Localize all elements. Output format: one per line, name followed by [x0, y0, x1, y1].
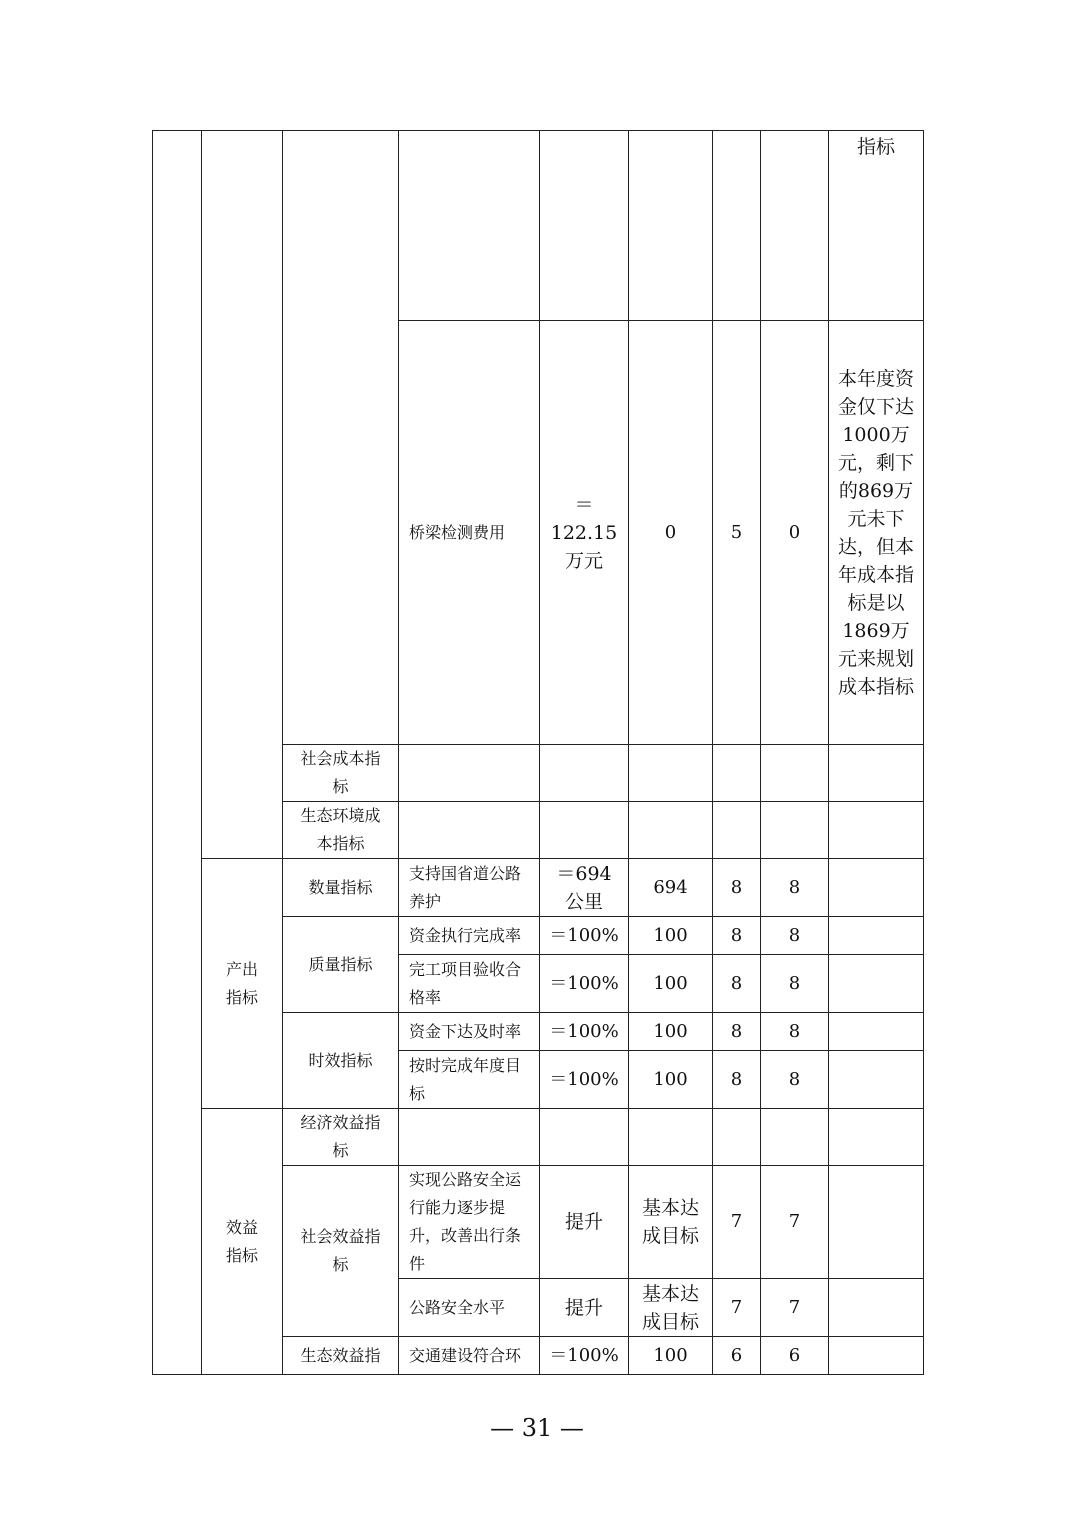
score-cell: 7 — [761, 1279, 829, 1337]
indicator-cell: 按时完成年度目标 — [399, 1051, 540, 1109]
target-cell: 提升 — [540, 1166, 629, 1279]
actual-cell: 基本达成目标 — [629, 1279, 713, 1337]
note-cell — [829, 1337, 924, 1375]
note-cell — [829, 745, 924, 802]
indicator-cell — [399, 1109, 540, 1166]
actual-cell: 100 — [629, 1013, 713, 1051]
target-cell — [540, 745, 629, 802]
weight-cell: 8 — [713, 1013, 761, 1051]
second-level-cell — [283, 131, 399, 745]
actual-cell: 100 — [629, 955, 713, 1013]
weight-cell — [713, 1109, 761, 1166]
actual-cell: 100 — [629, 1337, 713, 1375]
indicator-cell: 实现公路安全运行能力逐步提升，改善出行条件 — [399, 1166, 540, 1279]
indicator-cell: 完工项目验收合格率 — [399, 955, 540, 1013]
note-cell — [829, 1279, 924, 1337]
weight-cell: 5 — [713, 321, 761, 745]
score-cell: 8 — [761, 1051, 829, 1109]
table-row — [153, 131, 924, 321]
first-level-cell: 效益指标 — [202, 1109, 283, 1375]
second-level-cell: 质量指标 — [283, 917, 399, 1013]
score-cell: 8 — [761, 859, 829, 917]
second-level-cell: 时效指标 — [283, 1013, 399, 1109]
note-cell — [829, 1051, 924, 1109]
actual-cell — [629, 1109, 713, 1166]
weight-cell — [713, 802, 761, 859]
actual-cell: 基本达成目标 — [629, 1166, 713, 1279]
score-cell — [761, 802, 829, 859]
second-level-cell: 社会成本指标 — [283, 745, 399, 802]
indicator-cell — [399, 745, 540, 802]
weight-cell: 6 — [713, 1337, 761, 1375]
weight-cell — [713, 745, 761, 802]
target-cell: ＝100% — [540, 1013, 629, 1051]
note-cell — [829, 802, 924, 859]
score-cell — [761, 131, 829, 321]
target-cell: ＝ 122.15 万元 — [540, 321, 629, 745]
note-cell: 本年度资金仅下达1000万元，剩下的869万元未下达，但本年成本指标是以1869万元来规划成本指标 — [829, 321, 924, 745]
actual-cell: 694 — [629, 859, 713, 917]
second-level-cell: 数量指标 — [283, 859, 399, 917]
score-cell: 8 — [761, 1013, 829, 1051]
actual-cell — [629, 802, 713, 859]
table-row — [153, 1109, 924, 1166]
category-cell — [153, 131, 202, 1375]
note-cell: 指标 — [829, 131, 924, 321]
target-cell: ＝100% — [540, 917, 629, 955]
page-number: — 31 — — [490, 1414, 584, 1442]
target-cell: ＝694 公里 — [540, 859, 629, 917]
indicator-cell: 桥梁检测费用 — [399, 321, 540, 745]
actual-cell: 0 — [629, 321, 713, 745]
indicator-cell: 支持国省道公路养护 — [399, 859, 540, 917]
note-cell — [829, 859, 924, 917]
target-cell — [540, 1109, 629, 1166]
target-cell — [540, 802, 629, 859]
actual-cell: 100 — [629, 917, 713, 955]
indicator-cell: 公路安全水平 — [399, 1279, 540, 1337]
score-cell: 6 — [761, 1337, 829, 1375]
second-level-cell: 社会效益指标 — [283, 1166, 399, 1337]
table-row — [153, 859, 924, 917]
indicator-cell: 资金下达及时率 — [399, 1013, 540, 1051]
weight-cell — [713, 131, 761, 321]
score-cell — [761, 745, 829, 802]
indicator-cell — [399, 131, 540, 321]
score-cell: 7 — [761, 1166, 829, 1279]
weight-cell: 7 — [713, 1166, 761, 1279]
target-cell — [540, 131, 629, 321]
actual-cell — [629, 745, 713, 802]
first-level-cell — [202, 131, 283, 859]
actual-cell: 100 — [629, 1051, 713, 1109]
target-cell: ＝100% — [540, 1337, 629, 1375]
performance-table — [152, 130, 924, 1375]
target-cell: ＝100% — [540, 1051, 629, 1109]
actual-cell — [629, 131, 713, 321]
target-cell: ＝100% — [540, 955, 629, 1013]
note-cell — [829, 1013, 924, 1051]
indicator-cell — [399, 802, 540, 859]
first-level-cell: 产出指标 — [202, 859, 283, 1109]
score-cell: 0 — [761, 321, 829, 745]
second-level-cell: 生态环境成本指标 — [283, 802, 399, 859]
weight-cell: 7 — [713, 1279, 761, 1337]
indicator-cell: 交通建设符合环 — [399, 1337, 540, 1375]
weight-cell: 8 — [713, 859, 761, 917]
note-cell — [829, 1109, 924, 1166]
note-cell — [829, 917, 924, 955]
note-cell — [829, 955, 924, 1013]
score-cell: 8 — [761, 917, 829, 955]
indicator-cell: 资金执行完成率 — [399, 917, 540, 955]
weight-cell: 8 — [713, 917, 761, 955]
note-cell — [829, 1166, 924, 1279]
score-cell: 8 — [761, 955, 829, 1013]
second-level-cell: 经济效益指标 — [283, 1109, 399, 1166]
weight-cell: 8 — [713, 1051, 761, 1109]
second-level-cell: 生态效益指 — [283, 1337, 399, 1375]
weight-cell: 8 — [713, 955, 761, 1013]
target-cell: 提升 — [540, 1279, 629, 1337]
score-cell — [761, 1109, 829, 1166]
